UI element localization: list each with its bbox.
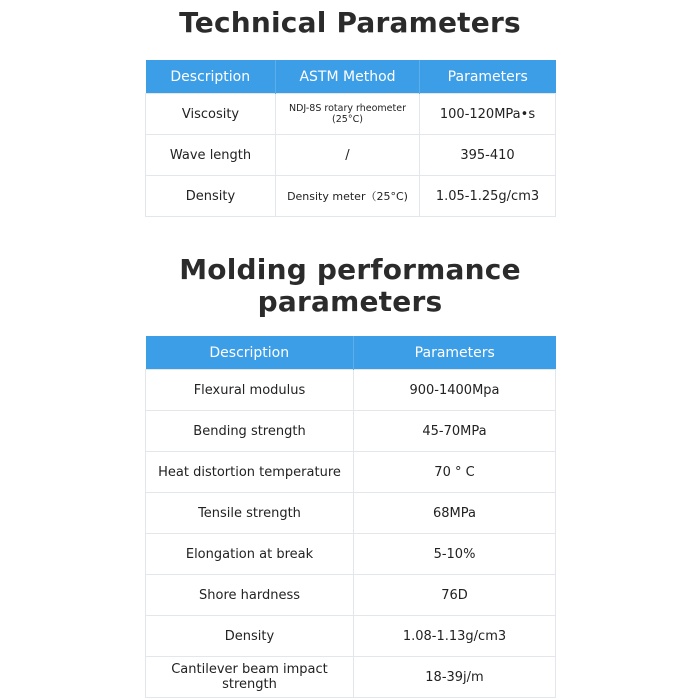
table-header-row	[146, 336, 556, 370]
molding-performance-table	[145, 336, 556, 698]
cell-parameter: 1.05-1.25g/cm3	[420, 176, 556, 217]
cell-method: Density meter（25°C)	[276, 176, 420, 217]
technical-parameters-title: Technical Parameters	[179, 6, 521, 39]
cell-parameter: 5-10%	[354, 534, 556, 575]
cell-parameter: 395-410	[420, 135, 556, 176]
cell-parameter: 900-1400Mpa	[354, 370, 556, 411]
cell-description: Cantilever beam impact strength	[146, 657, 354, 698]
cell-description: Flexural modulus	[146, 370, 354, 411]
table-row	[146, 616, 556, 657]
table-row	[146, 135, 556, 176]
table-row	[146, 94, 556, 135]
cell-method: /	[276, 135, 420, 176]
cell-parameter: 100-120MPa•s	[420, 94, 556, 135]
cell-parameter: 70 ° C	[354, 452, 556, 493]
cell-parameter: 68MPa	[354, 493, 556, 534]
table-row	[146, 411, 556, 452]
cell-description: Density	[146, 616, 354, 657]
molding-performance-title	[0, 254, 700, 318]
table-row	[146, 452, 556, 493]
cell-description: Tensile strength	[146, 493, 354, 534]
table-row	[146, 493, 556, 534]
header-description: Description	[146, 336, 354, 370]
table-row	[146, 534, 556, 575]
cell-description: Elongation at break	[146, 534, 354, 575]
cell-description: Bending strength	[146, 411, 354, 452]
cell-description: Wave length	[146, 135, 276, 176]
table-row	[146, 575, 556, 616]
molding-title-line2: parameters	[257, 285, 443, 318]
technical-parameters-table	[145, 60, 556, 217]
header-astm-method: ASTM Method	[276, 60, 420, 94]
cell-description: Density	[146, 176, 276, 217]
table-row	[146, 176, 556, 217]
cell-parameter: 45-70MPa	[354, 411, 556, 452]
molding-title-line1: Molding performance	[179, 253, 521, 286]
cell-parameter: 76D	[354, 575, 556, 616]
cell-parameter: 1.08-1.13g/cm3	[354, 616, 556, 657]
cell-description: Heat distortion temperature	[146, 452, 354, 493]
cell-description: Viscosity	[146, 94, 276, 135]
cell-parameter: 18-39j/m	[354, 657, 556, 698]
header-description: Description	[146, 60, 276, 94]
header-parameters: Parameters	[354, 336, 556, 370]
header-parameters: Parameters	[420, 60, 556, 94]
table-row	[146, 370, 556, 411]
cell-method: NDJ-8S rotary rheometer (25°C)	[276, 94, 420, 135]
table-row	[146, 657, 556, 698]
cell-description: Shore hardness	[146, 575, 354, 616]
table-header-row	[146, 60, 556, 94]
